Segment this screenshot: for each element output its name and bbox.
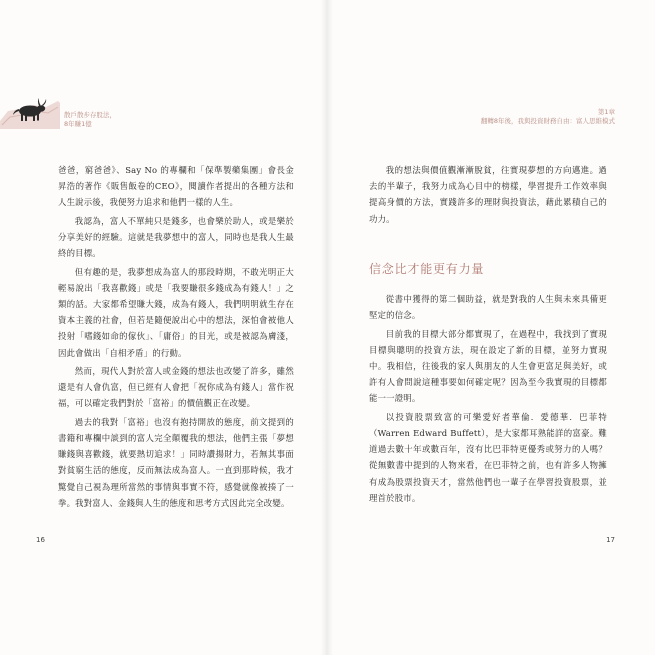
paragraph: 然而，現代人對於富人或金錢的想法也改變了許多，雖然還是有人會仇富，但已經有人會把「祝你成為有錢人」當作祝福，可以確定我們對於「富裕」的價值觀正在改變。 bbox=[58, 366, 294, 409]
paragraph: 以投資股票致富的可樂愛好者華倫．愛德華．巴菲特（Warren Edward Buffett），是大家都耳熟能詳的富豪。難道過去數十年或數百年，沒有比巴菲特更優秀或努力的人嗎？從無數書中提到的人物來看，在巴菲特之前，也有許多人物擁有成為股票投資天才，當然他們也一輩子在學習投資股票，並理首於股市。 bbox=[369, 411, 607, 503]
paragraph: 爸爸，窮爸爸》、Say No 的專欄和「保準製藥集團」會長金昇浩的著作《販售飯卷的CEO》，閱讀作者提出的各種方法和人生說示後，我便努力追求和他們一樣的人生。 bbox=[58, 165, 294, 208]
right-body-text-top bbox=[369, 162, 607, 229]
running-title-left bbox=[64, 111, 116, 129]
left-page bbox=[0, 0, 327, 655]
left-body-text bbox=[58, 162, 294, 513]
book-gutter bbox=[321, 0, 333, 655]
paragraph: 從書中獲得的第二個助益，就是對我的人生與未來具備更堅定的信念。 bbox=[369, 294, 607, 321]
section-heading: 信念比才能更有力量 bbox=[369, 262, 485, 276]
running-title-line: 8年賺1億 bbox=[64, 120, 92, 128]
page-number-right: 17 bbox=[606, 536, 615, 544]
page-number-left: 16 bbox=[36, 536, 45, 544]
right-body-text-bottom bbox=[369, 291, 607, 508]
paragraph: 過去的我對「富裕」也沒有抱持開放的態度，前文提到的書籍和專欄中談到的富人完全顛覆我的想法，他們主張「夢想賺錢與喜歡錢，就要熱切追求！」同時讚揚財力，若無其事面對貧窮生活的態度，反而無法成為富人。一直到那時候，我才驚覺自己視為理所當然的事情與事實不符，感覺就像被揍了一拳。我對富人、金錢與人生的態度和思考方式因此完全改變。 bbox=[58, 416, 294, 508]
paragraph: 但有趣的是，我夢想成為富人的那段時期，不敢光明正大輕易說出「我喜歡錢」或是「我要賺很多錢成為有錢人！」之類的話。大家都希望賺大錢，成為有錢人，我們明明就生存在資本主義的社會，但若是隨便說出心中的想法，深怕會被他人投射「嗜錢如命的傢伙」、「庸俗」的目光，或是被認為膚淺，因此會做出「自相矛盾」的行動。 bbox=[58, 266, 294, 358]
paragraph: 我的想法與價值觀漸漸脫貧，往實現夢想的方向邁進。過去的半輩子，我努力成為心目中的榜樣，學習提升工作效率與提高身價的方法，實踐許多的理財與投資法，藉此累積自己的功力。 bbox=[369, 165, 607, 224]
right-page bbox=[327, 0, 655, 655]
running-title-right bbox=[481, 108, 615, 126]
bull-illustration-icon bbox=[0, 95, 60, 129]
paragraph: 我認為，富人不單純只是錢多，也會樂於助人，或是樂於分享美好的經驗。這就是我夢想中的富人，同時也是我人生最終的目標。 bbox=[58, 215, 294, 259]
running-title-line: 散戶散步存股法， bbox=[64, 111, 116, 119]
chapter-label: 第1章 bbox=[597, 108, 615, 116]
chapter-running-title: 翻轉8年後，我與投資財務自由：富人思維模式 bbox=[480, 117, 615, 125]
paragraph: 目前我的目標大部分都實現了，在過程中，我找到了實現目標與聰明的投資方法，現在設定了新的目標，並努力實現中。我相信，往後我的家人與朋友的人生會更富足與美好，或許有人會問說這種事要如何確定呢？因為至今我實現的目標都能一一證明。 bbox=[369, 328, 607, 404]
